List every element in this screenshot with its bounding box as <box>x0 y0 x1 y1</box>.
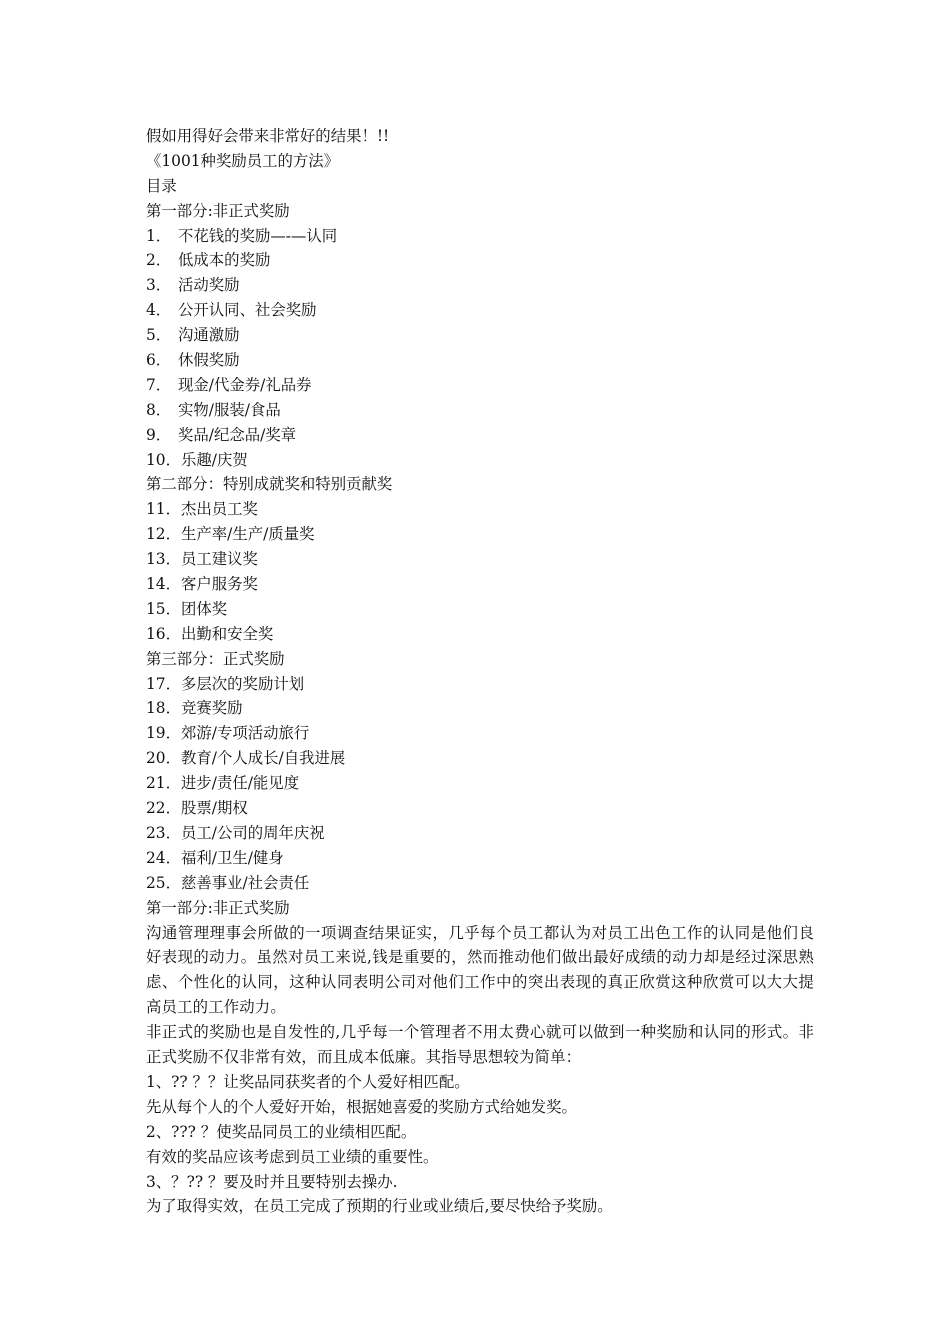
section-heading: 第一部分:非正式奖励 <box>146 898 290 917</box>
toc-item: 2． 低成本的奖励 <box>146 251 271 270</box>
guideline-point: 3、？?? ？要及时并且要特别去操办. <box>146 1172 398 1191</box>
toc-item: 22．股票/期权 <box>146 799 248 818</box>
toc-item: 19．郊游/专项活动旅行 <box>146 724 310 743</box>
toc-item: 11．杰出员工奖 <box>146 500 258 519</box>
toc-item: 9． 奖品/纪念品/奖章 <box>146 425 297 444</box>
toc-part3-heading: 第三部分：正式奖励 <box>146 649 285 668</box>
toc-item: 12．生产率/生产/质量奖 <box>146 525 315 544</box>
guideline-point: 1、?? ？？让奖品同获奖者的个人爱好相匹配。 <box>146 1072 470 1091</box>
guideline-point: 2、??? ？使奖品同员工的业绩相匹配。 <box>146 1122 417 1141</box>
guideline-detail: 先从每个人的个人爱好开始，根据她喜爱的奖励方式给她发奖。 <box>146 1097 577 1116</box>
guideline-detail: 为了取得实效，在员工完成了预期的行业或业绩后,要尽快给予奖励。 <box>146 1197 613 1216</box>
toc-item: 23．员工/公司的周年庆祝 <box>146 823 325 842</box>
tagline: 假如用得好会带来非常好的结果！!! <box>146 127 390 145</box>
toc-item: 20．教育/个人成长/自我进展 <box>146 749 346 768</box>
toc-item: 25．慈善事业/社会责任 <box>146 873 310 892</box>
book-title: 《1001种奖励员工的方法》 <box>146 151 340 170</box>
toc-part3-list <box>146 672 814 896</box>
toc-part1-heading: 第一部分:非正式奖励 <box>146 201 290 220</box>
guideline-detail: 有效的奖品应该考虑到员工业绩的重要性。 <box>146 1147 439 1166</box>
toc-item: 14．客户服务奖 <box>146 575 258 594</box>
toc-item: 1． 不花钱的奖励—-—认同 <box>146 226 338 245</box>
toc-label: 目录 <box>146 176 177 195</box>
toc-item: 6． 休假奖励 <box>146 351 240 370</box>
toc-part2-heading: 第二部分：特别成就奖和特别贡献奖 <box>146 475 393 494</box>
document-page <box>146 124 814 1219</box>
toc-item: 18．竞赛奖励 <box>146 699 243 718</box>
toc-part2-list <box>146 497 814 646</box>
toc-item: 21．进步/责任/能见度 <box>146 774 300 793</box>
paragraph: 非正式的奖励也是自发性的,几乎每一个管理者不用太费心就可以做到一种奖励和认同的形式。非正式奖励不仅非常有效，而且成本低廉。其指导思想较为简单： <box>146 1023 814 1067</box>
toc-item: 16．出勤和安全奖 <box>146 624 274 643</box>
toc-item: 8． 实物/服装/食品 <box>146 400 281 419</box>
toc-item: 3． 活动奖励 <box>146 276 240 295</box>
toc-item: 15．团体奖 <box>146 599 228 618</box>
toc-part1-list <box>146 224 814 473</box>
paragraph: 沟通管理理事会所做的一项调查结果证实，几乎每个员工都认为对员工出色工作的认同是他们良好表现的动力。虽然对员工来说,钱是重要的，然而推动他们做出最好成绩的动力却是经过深思熟虑、个性化的认同，这种认同表明公司对他们工作中的突出表现的真正欣赏这种欣赏可以大大提高员工的工作动力。 <box>146 923 814 1017</box>
toc-item: 17．多层次的奖励计划 <box>146 674 305 693</box>
toc-item: 5． 沟通激励 <box>146 326 240 345</box>
toc-item: 10．乐趣/庆贺 <box>146 450 248 469</box>
toc-item: 13．员工建议奖 <box>146 550 258 569</box>
toc-item: 4． 公开认同、社会奖励 <box>146 301 317 320</box>
toc-item: 7． 现金/代金券/礼品券 <box>146 375 312 394</box>
toc-item: 24．福利/卫生/健身 <box>146 848 284 867</box>
